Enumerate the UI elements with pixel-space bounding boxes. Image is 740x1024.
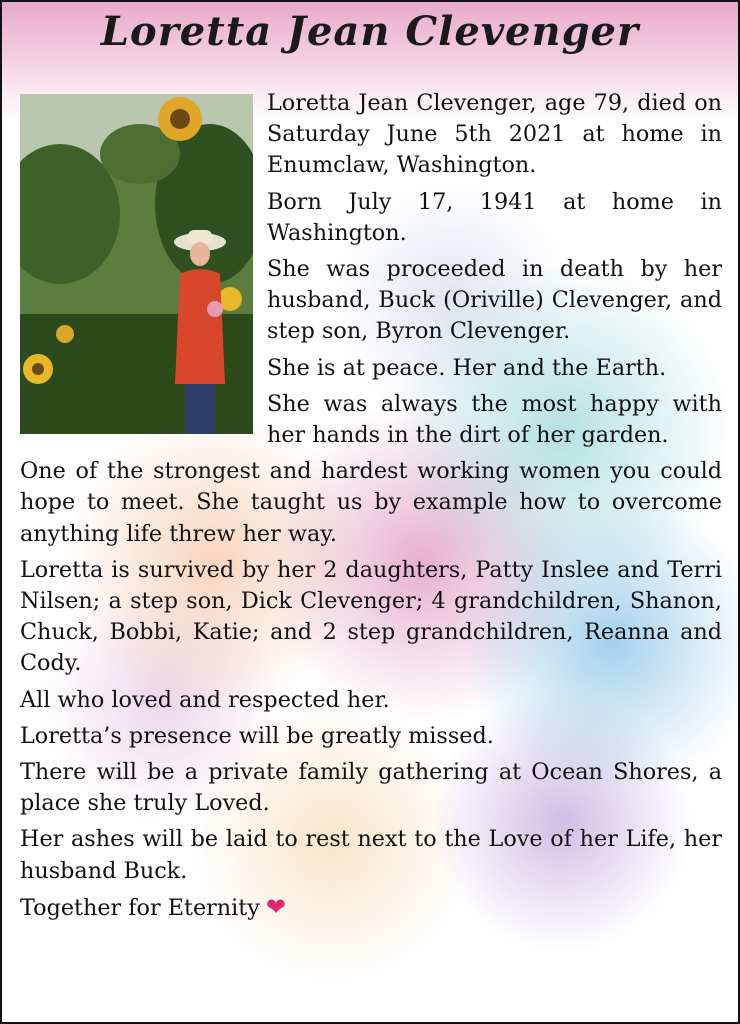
obituary-text (20, 88, 722, 929)
closing-text: Together for Eternity (20, 894, 260, 921)
paragraph: She was proceeded in death by her husband, Buck (Oriville) Clevenger, and step son, Byron Clevenger. (267, 256, 722, 345)
paragraph: Her ashes will be laid to rest next to the Love of her Life, her husband Buck. (20, 826, 722, 884)
paragraph: Loretta’s presence will be greatly missed. (20, 722, 494, 749)
closing-line (20, 892, 722, 924)
paragraph: Loretta Jean Clevenger, age 79, died on Saturday June 5th 2021 at home in Enumclaw, Washington. (267, 90, 722, 179)
paragraph: All who loved and respected her. (20, 686, 390, 713)
paragraph: There will be a private family gathering at Ocean Shores, a place she truly Loved. (20, 759, 722, 817)
paragraph: One of the strongest and hardest working women you could hope to meet. She taught us by example how to overcome anything life threw her way. (20, 458, 722, 547)
paragraph: She was always the most happy with her hands in the dirt of her garden. (267, 390, 722, 449)
obituary-title: Loretta Jean Clevenger (100, 8, 640, 55)
paragraph: She is at peace. Her and the Earth. (267, 354, 667, 381)
heart-icon: ❤ (265, 892, 286, 921)
paragraph: Born July 17, 1941 at home in Washington. (267, 188, 722, 246)
paragraph: Loretta is survived by her 2 daughters, Patty Inslee and Terri Nilsen; a step son, Dick Clevenger; 4 grandchildren, Shanon, Chuck, Bobbi, Katie; and 2 step grandchildren, Reanna and Cody. (20, 556, 722, 677)
